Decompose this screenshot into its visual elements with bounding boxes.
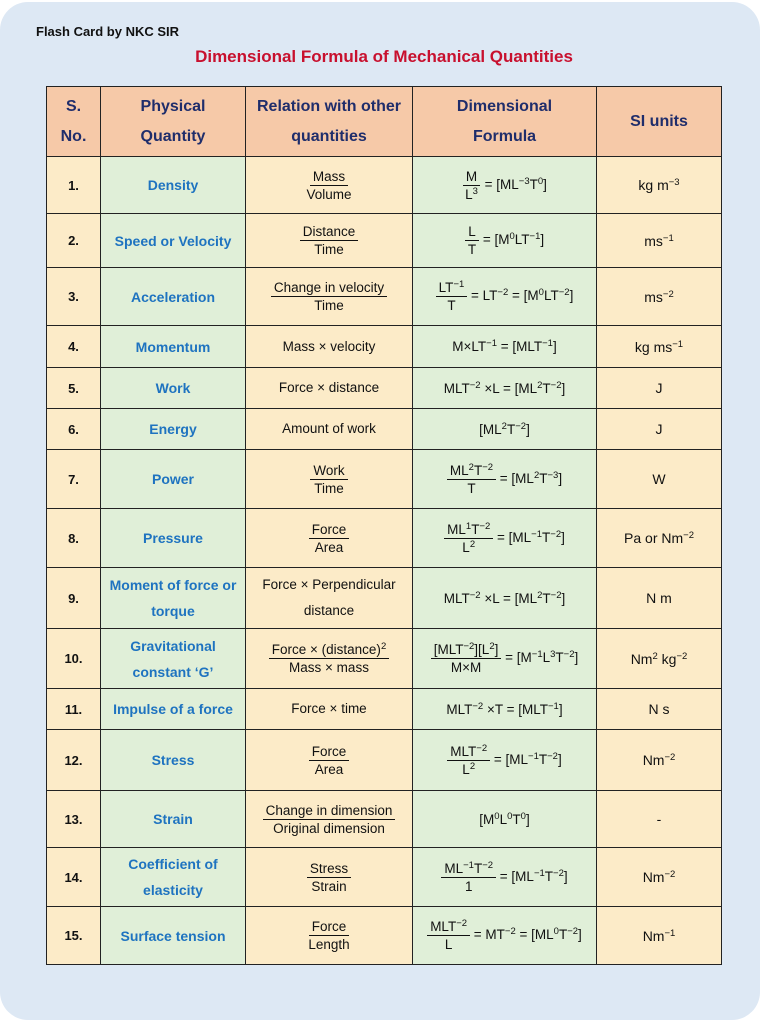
physical-quantity: Surface tension (101, 907, 246, 965)
si-unit: kg $m^{-3}$ (597, 157, 722, 214)
physical-quantity: Coefficient of elasticity (101, 848, 246, 907)
table-row (47, 848, 722, 907)
physical-quantity: Density (101, 157, 246, 214)
relation (246, 848, 413, 907)
table-row (47, 326, 722, 368)
table-row (47, 214, 722, 268)
relation: Force × time (246, 689, 413, 730)
si-unit: N m (597, 568, 722, 629)
si-unit: Nm$^2$ $kg^{-2}$ (597, 629, 722, 689)
si-unit: - (597, 791, 722, 848)
relation-fraction: $\frac{\text{Stress}}{\text{Strain}}$ (307, 860, 351, 895)
row-number: 7. (47, 450, 101, 509)
physical-quantity: Impulse of a force (101, 689, 246, 730)
header-quantity: Physical Quantity (101, 87, 246, 157)
relation (246, 907, 413, 965)
table-row (47, 907, 722, 965)
dimensional-formula: $[ML^2T^{-2}]$ (413, 409, 597, 450)
table-row (47, 791, 722, 848)
dimensional-formula: $\frac{L}{T}$ = $[M^0LT^{-1}]$ (413, 214, 597, 268)
relation: Force × distance (246, 368, 413, 409)
header-dimensional: Dimensional Formula (413, 87, 597, 157)
relation: Amount of work (246, 409, 413, 450)
header-si-units: SI units (597, 87, 722, 157)
dimensional-formula: $\frac{LT^{-1}}{T}$ = $LT^{-2} = [M^0LT^{-2}]$ (413, 268, 597, 326)
physical-quantity: Moment of force or torque (101, 568, 246, 629)
dimensional-formula: $\frac{MLT^{-2}}{L}$ = $MT^{-2} = [ML^0T^{-2}]$ (413, 907, 597, 965)
table-row (47, 568, 722, 629)
row-number: 6. (47, 409, 101, 450)
header-sno: S. No. (47, 87, 101, 157)
row-number: 10. (47, 629, 101, 689)
physical-quantity: Gravitational constant ‘G’ (101, 629, 246, 689)
relation (246, 730, 413, 791)
dimensional-formula: $[M^0L^0T^0]$ (413, 791, 597, 848)
physical-quantity: Work (101, 368, 246, 409)
physical-quantity: Speed or Velocity (101, 214, 246, 268)
relation-fraction: $\frac{\text{Force}}{\text{Length}}$ (308, 919, 350, 952)
relation: Force × Perpendicular distance (246, 568, 413, 629)
si-unit: $ms^{-2}$ (597, 268, 722, 326)
table-row (47, 409, 722, 450)
physical-quantity: Momentum (101, 326, 246, 368)
relation-fraction: $\frac{\text{Change in velocity}}{\text{Time}}$ (271, 279, 387, 314)
relation (246, 214, 413, 268)
row-number: 5. (47, 368, 101, 409)
relation (246, 157, 413, 214)
dimensional-formula: $MLT^{-2} \times L = [ML^2T^{-2}]$ (413, 568, 597, 629)
relation-fraction: $\frac{\text{Change in dimension}}{\text{Original dimension}}$ (263, 802, 396, 837)
table-row (47, 368, 722, 409)
si-unit: J (597, 409, 722, 450)
relation-fraction: $\frac{\text{Work}}{\text{Time}}$ (310, 462, 347, 497)
dimensional-formula: $\frac{M}{L^3}$ = $[ML^{-3}T^0]$ (413, 157, 597, 214)
si-unit: $Nm^{-1}$ (597, 907, 722, 965)
si-unit: Pa or $Nm^{-2}$ (597, 509, 722, 568)
row-number: 13. (47, 791, 101, 848)
relation (246, 509, 413, 568)
physical-quantity: Pressure (101, 509, 246, 568)
table-row (47, 689, 722, 730)
row-number: 11. (47, 689, 101, 730)
dimensional-formula: $MLT^{-2} \times L = [ML^2T^{-2}]$ (413, 368, 597, 409)
row-number: 9. (47, 568, 101, 629)
relation-fraction: $\frac{\text{Force}}{\text{Area}}$ (309, 743, 350, 778)
relation-fraction: $\frac{\text{Force}}{\text{Area}}$ (309, 521, 350, 556)
physical-quantity: Strain (101, 791, 246, 848)
table-row (47, 450, 722, 509)
physical-quantity: Acceleration (101, 268, 246, 326)
header-relation: Relation with other quantities (246, 87, 413, 157)
relation: Mass × velocity (246, 326, 413, 368)
dimensional-formula: $M\times LT^{-1} = [MLT^{-1}]$ (413, 326, 597, 368)
physical-quantity: Energy (101, 409, 246, 450)
row-number: 2. (47, 214, 101, 268)
si-unit: N s (597, 689, 722, 730)
relation-fraction: $\frac{\text{Mass}}{\text{Volume}}$ (306, 168, 352, 202)
physical-quantity: Power (101, 450, 246, 509)
formula-table (46, 86, 722, 965)
dimensional-formula: $\frac{MLT^{-2}}{L^2}$ = $[ML^{-1}T^{-2}]$ (413, 730, 597, 791)
row-number: 1. (47, 157, 101, 214)
dimensional-formula: $\frac{ML^1T^{-2}}{L^2}$ = $[ML^{-1}T^{-2}]$ (413, 509, 597, 568)
dimensional-formula: $\frac{[MLT^{-2}][L^2]}{M\times M}$ = $[M^{-1}L^3T^{-2}]$ (413, 629, 597, 689)
physical-quantity: Stress (101, 730, 246, 791)
table-row (47, 509, 722, 568)
row-number: 8. (47, 509, 101, 568)
si-unit: W (597, 450, 722, 509)
table-row (47, 157, 722, 214)
row-number: 4. (47, 326, 101, 368)
table-row (47, 730, 722, 791)
relation-fraction: $\frac{\text{Distance}}{\text{Time}}$ (300, 223, 359, 258)
table-header-row (47, 87, 722, 157)
row-number: 15. (47, 907, 101, 965)
page-title: Dimensional Formula of Mechanical Quantities (195, 47, 573, 66)
row-number: 14. (47, 848, 101, 907)
si-unit: J (597, 368, 722, 409)
row-number: 3. (47, 268, 101, 326)
brand-label: Flash Card by NKC SIR (36, 24, 180, 39)
si-unit: $Nm^{-2}$ (597, 730, 722, 791)
si-unit: kg $ms^{-1}$ (597, 326, 722, 368)
dimensional-formula: $\frac{ML^2T^{-2}}{T}$ = $[ML^2T^{-3}]$ (413, 450, 597, 509)
table-row (47, 268, 722, 326)
relation (246, 268, 413, 326)
dimensional-formula: $\frac{ML^{-1}T^{-2}}{1}$ = $[ML^{-1}T^{-2}]$ (413, 848, 597, 907)
dimensional-formula: $MLT^{-2} \times T = [MLT^{-1}]$ (413, 689, 597, 730)
relation (246, 791, 413, 848)
relation-fraction: $\frac{Force \times (distance)^2}{\text{Mass × mass}}$ (269, 641, 389, 676)
row-number: 12. (47, 730, 101, 791)
relation (246, 450, 413, 509)
relation (246, 629, 413, 689)
si-unit: $Nm^{-2}$ (597, 848, 722, 907)
table-row (47, 629, 722, 689)
si-unit: $ms^{-1}$ (597, 214, 722, 268)
